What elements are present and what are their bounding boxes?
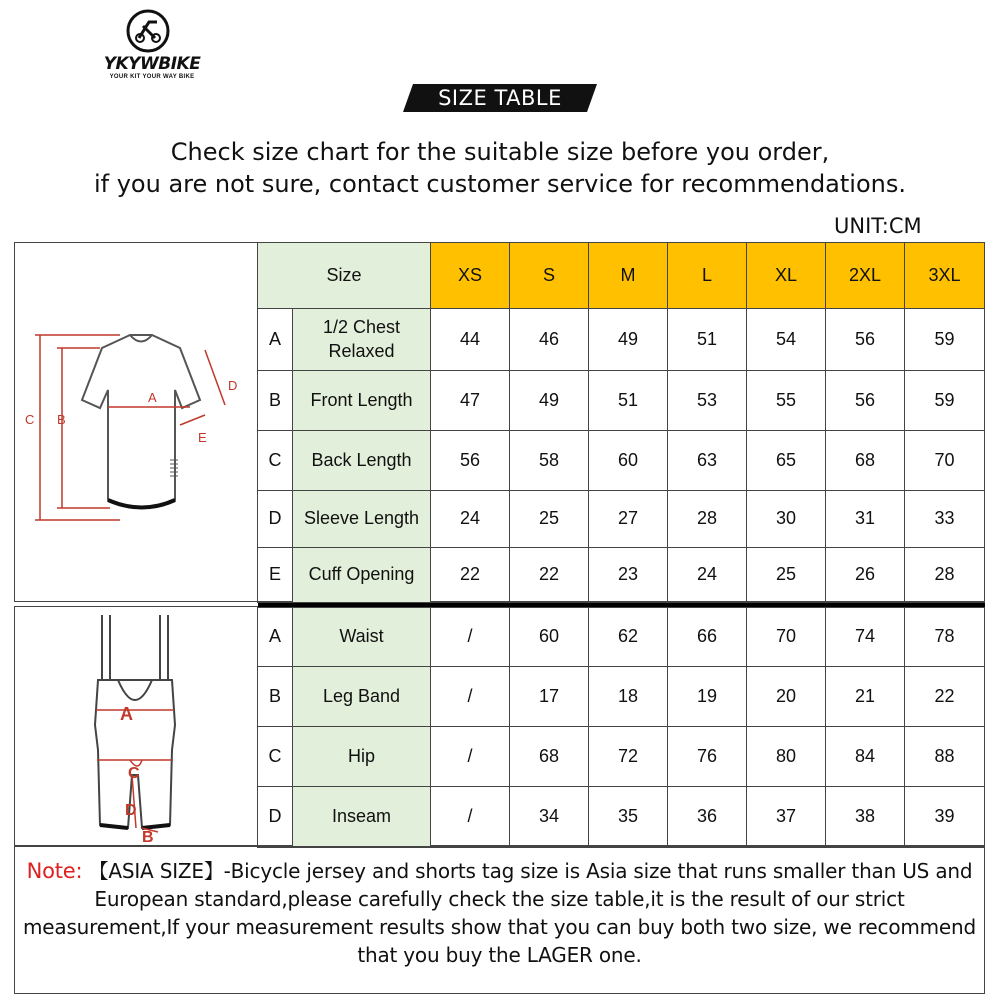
bib-row-label: Waist — [293, 608, 431, 667]
bib-row-letter: D — [258, 787, 293, 848]
size-col-m: M — [589, 243, 668, 309]
bib-value-cell: 70 — [747, 608, 826, 667]
bib-value-cell: 66 — [668, 608, 747, 667]
jersey-value-cell: 33 — [905, 491, 985, 548]
jersey-value-cell: 22 — [431, 548, 510, 603]
jersey-row-label: Cuff Opening — [293, 548, 431, 603]
bib-value-cell: 37 — [747, 787, 826, 848]
unit-label: UNIT:CM — [834, 214, 922, 238]
jersey-row-letter: E — [258, 548, 293, 603]
jersey-row-label: Back Length — [293, 431, 431, 491]
jersey-row-letter: D — [258, 491, 293, 548]
bib-value-cell: 17 — [510, 667, 589, 727]
jersey-value-cell: 44 — [431, 309, 510, 371]
bib-value-cell: 34 — [510, 787, 589, 848]
jersey-value-cell: 68 — [826, 431, 905, 491]
jersey-row-letter: A — [258, 309, 293, 371]
bib-value-cell: 74 — [826, 608, 905, 667]
bib-row-label: Hip — [293, 727, 431, 787]
size-col-3xl: 3XL — [905, 243, 985, 309]
jersey-row-label: Sleeve Length — [293, 491, 431, 548]
bib-value-cell: / — [431, 787, 510, 848]
banner-title: SIZE TABLE — [438, 86, 562, 110]
jersey-value-cell: 22 — [510, 548, 589, 603]
size-col-l: L — [668, 243, 747, 309]
jersey-value-cell: 28 — [668, 491, 747, 548]
bib-row-label: Leg Band — [293, 667, 431, 727]
size-table — [257, 242, 985, 848]
note-text: 【ASIA SIZE】-Bicycle jersey and shorts tag size is Asia size that runs smaller than US and European standard,please carefully check the size table,it is the result of our strict measurement,If your measurement results show that you can buy both two size, we recommend that you buy the LAGER one. — [23, 859, 977, 967]
size-col-xs: XS — [431, 243, 510, 309]
jersey-label-c: C — [25, 412, 35, 427]
bib-value-cell: / — [431, 667, 510, 727]
jersey-value-cell: 51 — [668, 309, 747, 371]
bib-row — [258, 667, 985, 727]
jersey-value-cell: 24 — [668, 548, 747, 603]
jersey-label-d: D — [228, 378, 238, 393]
jersey-label-a: A — [148, 390, 157, 405]
bib-label-c: C — [128, 765, 140, 782]
intro-line-1: Check size chart for the suitable size before you order, — [170, 138, 830, 166]
jersey-value-cell: 51 — [589, 371, 668, 431]
jersey-value-cell: 24 — [431, 491, 510, 548]
bib-shorts-diagram — [80, 610, 190, 845]
bib-value-cell: 72 — [589, 727, 668, 787]
jersey-value-cell: 54 — [747, 309, 826, 371]
jersey-value-cell: 55 — [747, 371, 826, 431]
bib-row-letter: B — [258, 667, 293, 727]
bib-label-b: B — [142, 829, 154, 845]
bib-value-cell: 18 — [589, 667, 668, 727]
bib-row-letter: A — [258, 608, 293, 667]
bib-value-cell: 68 — [510, 727, 589, 787]
bib-value-cell: 78 — [905, 608, 985, 667]
bib-value-cell: 36 — [668, 787, 747, 848]
bib-value-cell: 38 — [826, 787, 905, 848]
jersey-row-letter: C — [258, 431, 293, 491]
jersey-value-cell: 30 — [747, 491, 826, 548]
jersey-value-cell: 46 — [510, 309, 589, 371]
brand-name: YKYWBIKE — [103, 54, 201, 74]
asia-size-note — [14, 846, 985, 994]
jersey-value-cell: 31 — [826, 491, 905, 548]
jersey-row — [258, 491, 985, 548]
jersey-row — [258, 548, 985, 603]
jersey-row-label: Front Length — [293, 371, 431, 431]
brand-tagline: YOUR KIT YOUR WAY BIKE — [109, 74, 195, 80]
jersey-label-e: E — [198, 430, 207, 445]
size-col-s: S — [510, 243, 589, 309]
size-col-2xl: 2XL — [826, 243, 905, 309]
jersey-row-letter: B — [258, 371, 293, 431]
bib-value-cell: 20 — [747, 667, 826, 727]
bib-value-cell: 84 — [826, 727, 905, 787]
bib-label-a: A — [120, 704, 133, 724]
bib-value-cell: 22 — [905, 667, 985, 727]
jersey-value-cell: 56 — [431, 431, 510, 491]
jersey-row — [258, 309, 985, 371]
bib-value-cell: 35 — [589, 787, 668, 848]
size-header-row — [258, 243, 985, 309]
bib-value-cell: 60 — [510, 608, 589, 667]
jersey-value-cell: 63 — [668, 431, 747, 491]
bib-value-cell: 88 — [905, 727, 985, 787]
size-col-xl: XL — [747, 243, 826, 309]
jersey-value-cell: 47 — [431, 371, 510, 431]
bib-row — [258, 608, 985, 667]
jersey-value-cell: 26 — [826, 548, 905, 603]
jersey-value-cell: 65 — [747, 431, 826, 491]
jersey-row — [258, 371, 985, 431]
jersey-value-cell: 28 — [905, 548, 985, 603]
jersey-row-label: 1/2 Chest Relaxed — [293, 309, 431, 371]
jersey-value-cell: 49 — [510, 371, 589, 431]
jersey-value-cell: 70 — [905, 431, 985, 491]
bib-row — [258, 787, 985, 848]
bib-value-cell: 62 — [589, 608, 668, 667]
jersey-diagram — [20, 320, 255, 530]
bib-value-cell: / — [431, 727, 510, 787]
jersey-value-cell: 53 — [668, 371, 747, 431]
bib-value-cell: 76 — [668, 727, 747, 787]
jersey-value-cell: 56 — [826, 309, 905, 371]
bib-row — [258, 727, 985, 787]
bib-value-cell: / — [431, 608, 510, 667]
bib-value-cell: 19 — [668, 667, 747, 727]
size-header-cell: Size — [258, 243, 431, 309]
size-table-banner — [403, 84, 597, 112]
bike-logo-icon — [125, 8, 171, 54]
jersey-value-cell: 49 — [589, 309, 668, 371]
brand-logo — [82, 8, 222, 84]
jersey-value-cell: 60 — [589, 431, 668, 491]
bib-row-label: Inseam — [293, 787, 431, 848]
bib-row-letter: C — [258, 727, 293, 787]
jersey-value-cell: 58 — [510, 431, 589, 491]
bib-value-cell: 21 — [826, 667, 905, 727]
jersey-label-b: B — [57, 412, 66, 427]
jersey-value-cell: 27 — [589, 491, 668, 548]
bib-value-cell: 80 — [747, 727, 826, 787]
jersey-value-cell: 59 — [905, 309, 985, 371]
bib-label-d: D — [125, 802, 137, 819]
jersey-value-cell: 56 — [826, 371, 905, 431]
jersey-value-cell: 25 — [510, 491, 589, 548]
jersey-value-cell: 59 — [905, 371, 985, 431]
intro-line-2: if you are not sure, contact customer service for recommendations. — [93, 170, 906, 198]
note-label: Note: — [26, 859, 83, 883]
bib-value-cell: 39 — [905, 787, 985, 848]
jersey-value-cell: 23 — [589, 548, 668, 603]
jersey-value-cell: 25 — [747, 548, 826, 603]
jersey-row — [258, 431, 985, 491]
